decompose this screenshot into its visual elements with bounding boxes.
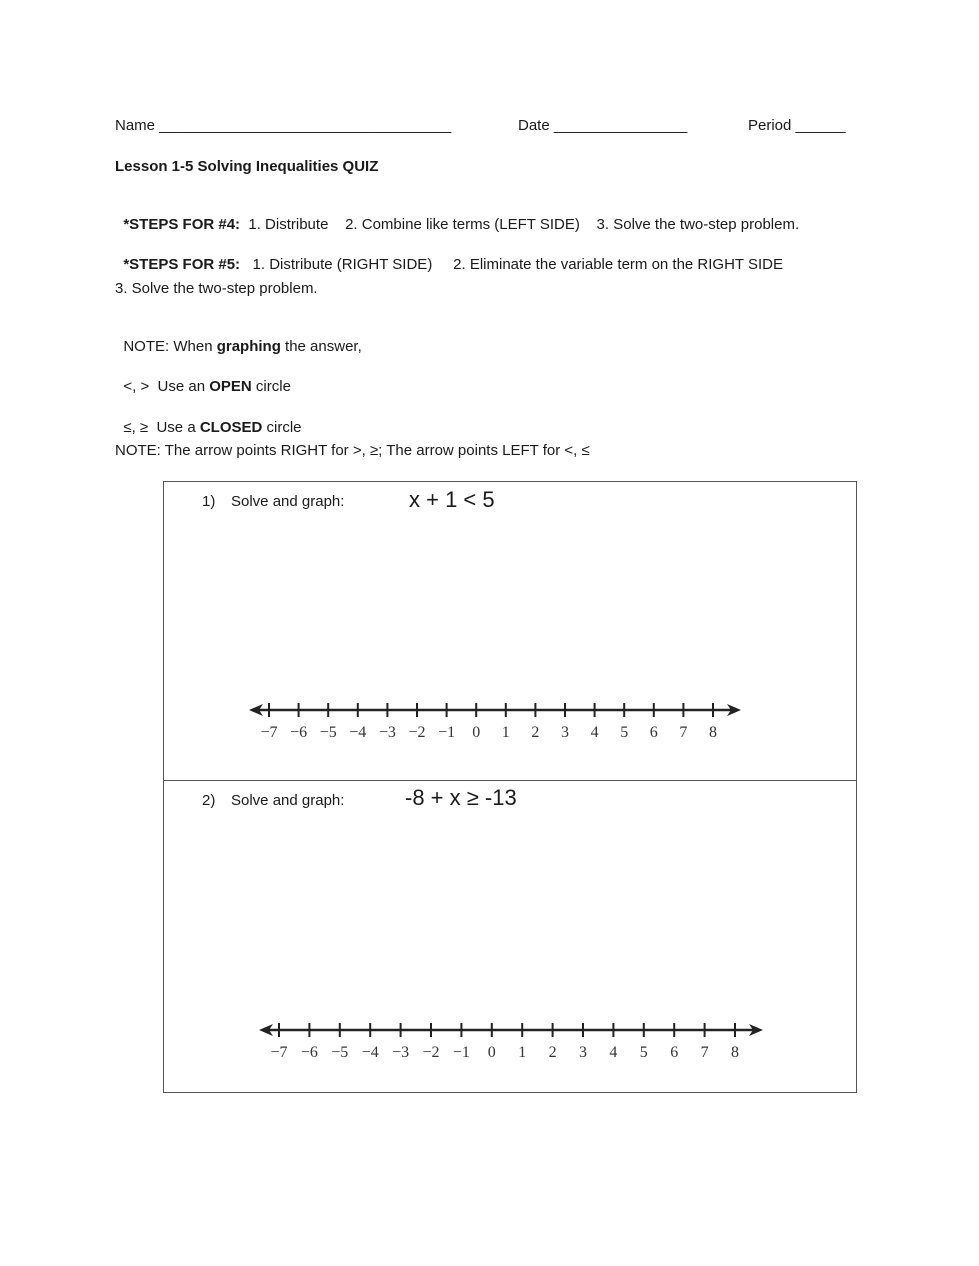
steps-4 xyxy=(115,199,799,233)
tick-label: 5 xyxy=(639,1044,648,1061)
tick-label: 4 xyxy=(609,1044,618,1061)
tick-label: −3 xyxy=(378,724,396,741)
closed-rule-bold: CLOSED xyxy=(199,419,263,436)
tick-label: −1 xyxy=(438,724,456,741)
tick-label: −5 xyxy=(331,1044,349,1061)
problem-1-equation: x + 1 < 5 xyxy=(409,487,495,512)
steps-4-label: *STEPS FOR #4: xyxy=(123,216,241,233)
tick-label: −4 xyxy=(349,724,367,741)
problems-table xyxy=(163,481,857,1093)
tick-label: 2 xyxy=(548,1044,557,1061)
tick-label: 6 xyxy=(649,724,658,741)
tick-label: −3 xyxy=(392,1044,410,1061)
open-rule-post: circle xyxy=(251,378,291,395)
problem-2-prompt: Solve and graph: xyxy=(231,792,345,809)
date-field[interactable]: Date ________________ xyxy=(518,117,688,134)
tick-label: 7 xyxy=(700,1044,709,1061)
steps-5-label: *STEPS FOR #5: xyxy=(123,256,241,273)
tick-label: 4 xyxy=(590,724,599,741)
open-rule-bold: OPEN xyxy=(209,378,252,395)
steps-5-continued: 3. Solve the two-step problem. xyxy=(115,280,318,297)
note-graphing-bold: graphing xyxy=(216,338,281,355)
problem-1-prompt: Solve and graph: xyxy=(231,493,345,510)
quiz-title: Lesson 1-5 Solving Inequalities QUIZ xyxy=(115,158,379,175)
tick-label: −2 xyxy=(408,724,426,741)
number-line-1[interactable] xyxy=(244,694,774,744)
tick-label: −6 xyxy=(300,1044,318,1061)
steps-5 xyxy=(115,239,783,273)
open-circle-rule xyxy=(115,361,291,395)
note-graphing-post: the answer, xyxy=(280,338,362,355)
note-graphing xyxy=(115,321,362,355)
tick-label: 7 xyxy=(679,724,688,741)
steps-4-text: 1. Distribute 2. Combine like terms (LEFT SIDE) 3. Solve the two-step problem. xyxy=(240,216,800,233)
problem-2-equation: -8 + x ≥ -13 xyxy=(405,785,517,810)
period-field[interactable]: Period ______ xyxy=(748,117,846,134)
tick-label: 3 xyxy=(561,724,569,741)
tick-label: 3 xyxy=(579,1044,587,1061)
tick-label: 5 xyxy=(620,724,629,741)
tick-label: −2 xyxy=(422,1044,440,1061)
tick-label: −7 xyxy=(260,724,278,741)
number-line-2[interactable] xyxy=(244,1014,784,1064)
problem-2 xyxy=(164,781,856,1092)
problem-1-number: 1) xyxy=(202,493,216,510)
tick-label: 0 xyxy=(487,1044,496,1061)
steps-5-text: 1. Distribute (RIGHT SIDE) 2. Eliminate the variable term on the RIGHT SIDE xyxy=(240,256,784,273)
closed-rule-pre: ≤, ≥ Use a xyxy=(123,419,200,436)
tick-label: 2 xyxy=(531,724,540,741)
closed-rule-post: circle xyxy=(262,419,302,436)
tick-label: 6 xyxy=(670,1044,679,1061)
tick-label: −1 xyxy=(452,1044,470,1061)
problem-2-number: 2) xyxy=(202,792,216,809)
closed-circle-rule xyxy=(115,402,302,436)
problem-1 xyxy=(164,482,856,781)
name-field[interactable]: Name ___________________________________ xyxy=(115,117,452,134)
tick-label: −7 xyxy=(270,1044,288,1061)
note-arrow: NOTE: The arrow points RIGHT for >, ≥; The arrow points LEFT for <, ≤ xyxy=(115,442,590,459)
tick-label: 8 xyxy=(709,724,717,741)
tick-label: −6 xyxy=(290,724,308,741)
tick-label: 0 xyxy=(472,724,481,741)
tick-label: 1 xyxy=(518,1044,527,1061)
tick-label: −5 xyxy=(319,724,337,741)
tick-label: −4 xyxy=(361,1044,379,1061)
open-rule-pre: <, > Use an xyxy=(123,378,210,395)
tick-label: 1 xyxy=(501,724,510,741)
tick-label: 8 xyxy=(731,1044,739,1061)
note-graphing-pre: NOTE: When xyxy=(123,338,217,355)
